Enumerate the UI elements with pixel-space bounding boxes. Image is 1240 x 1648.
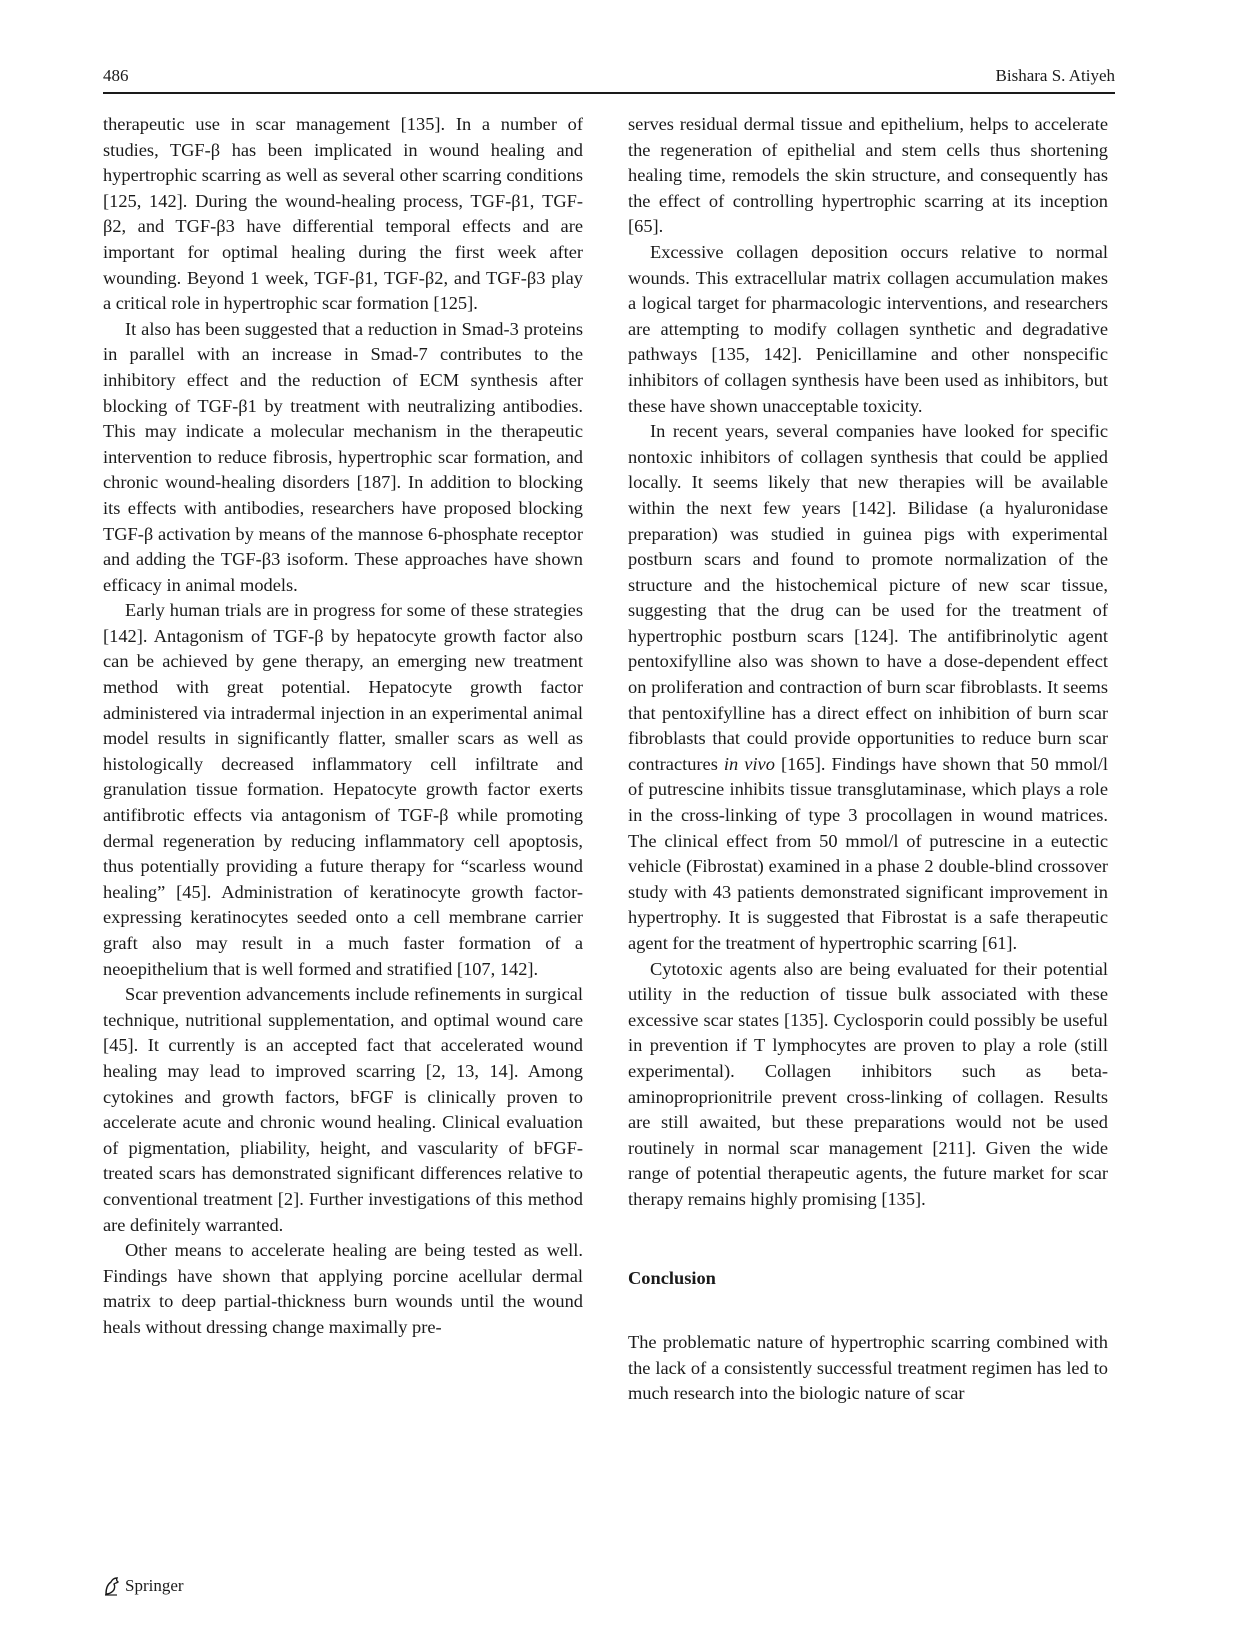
header-rule <box>103 92 1115 94</box>
text-run: [165]. Findings have shown that 50 mmol/l of putrescine inhibits tissue transglutaminase, which plays a role in the cross-linking of type 3 procollagen in wound matrices. The clinical effect from 50 mmol/l of putrescine in a eutectic vehicle (Fibrostat) examined in a phase 2 double-blind crossover study with 43 patients demonstrated significant improvement in hypertrophy. It is suggested that Fibrostat is a safe therapeutic agent for the treatment of hypertrophic scarring [61]. <box>628 753 1108 953</box>
paragraph: Excessive collagen deposition occurs relative to normal wounds. This extracellular matrix collagen accumulation makes a logical target for pharmacologic interventions, and researchers are attempting to modify collagen synthetic and degradative pathways [135, 142]. Penicillamine and other nonspecific inhibitors of collagen synthesis have been used as inhibitors, but these have shown unacceptable toxicity. <box>628 241 1108 416</box>
page-header <box>103 66 1115 92</box>
springer-horse-icon <box>103 1576 121 1596</box>
paragraph: Cytotoxic agents also are being evaluated for their potential utility in the reduction of tissue bulk associated with these excessive scar states [135]. Cyclosporin could possibly be useful in prevention if T lymphocytes are proven to play a role (still experimental). Collagen inhibitors such as beta-aminoproprionitrile prevent cross-linking of collagen. Results are still awaited, but these preparations would not be used routinely in normal scar management [211]. Given the wide range of potential therapeutic agents, the future market for scar therapy remains highly promising [135]. <box>628 958 1108 1209</box>
paragraph: Scar prevention advancements include refinements in surgical technique, nutritional supplementation, and optimal wound care [45]. It currently is an accepted fact that accelerated wound healing may lead to improved scarring [2, 13, 14]. Among cytokines and growth factors, bFGF is clinically proven to accelerate acute and chronic wound healing. Clinical evaluation of pigmentation, pliability, height, and vascularity of bFGF-treated scars has demonstrated significant differences relative to conventional treatment [2]. Further investigations of this method are definitely warranted. <box>103 984 583 1235</box>
paragraph: It also has been suggested that a reduction in Smad-3 proteins in parallel with an increase in Smad-7 contributes to the inhibitory effect and the reduction of ECM synthesis after blocking of TGF-β1 by treatment with neutralizing antibodies. This may indicate a molecular mechanism in the therapeutic intervention to reduce fibrosis, hypertrophic scar formation, and chronic wound-healing disorders [187]. In addition to blocking its effects with antibodies, researchers have proposed blocking TGF-β activation by means of the mannose 6-phosphate receptor and adding the TGF-β3 isoform. These approaches have shown efficacy in animal models. <box>103 318 583 595</box>
publisher-name: Springer <box>125 1576 184 1595</box>
page-number: 486 <box>103 66 129 85</box>
paragraph <box>628 419 1108 956</box>
section-heading: Conclusion <box>628 1267 716 1288</box>
paragraph: serves residual dermal tissue and epithelium, helps to accelerate the regeneration of epithelial and stem cells thus shortening healing time, remodels the skin structure, and consequently has the effect of controlling hypertrophic scarring at its inception [65]. <box>628 114 1108 237</box>
paragraph: Other means to accelerate healing are being tested as well. Findings have shown that applying porcine acellular dermal matrix to deep partial-thickness burn wounds until the wound heals without dressing change maximally pre- <box>103 1240 583 1337</box>
right-column <box>628 112 1108 1407</box>
running-author: Bishara S. Atiyeh <box>995 66 1115 85</box>
text-run: In recent years, several companies have looked for specific nontoxic inhibitors of collagen synthesis that could be applied locally. It seems likely that new therapies will be available within the next few years [142]. Bilidase (a hyaluronidase preparation) was studied in guinea pigs with experimental postburn scars and found to promote normalization of the structure and the histochemical picture of new scar tissue, suggesting that the drug can be used for the treatment of hypertrophic postburn scars [124]. The antifibrinolytic agent pentoxifylline also was shown to have a dose-dependent effect on proliferation and contraction of burn scar fibroblasts. It seems that pentoxifylline has a direct effect on inhibition of burn scar fibroblasts that could provide opportunities to reduce burn scar contractures <box>628 421 1108 774</box>
paragraph: Early human trials are in progress for some of these strategies [142]. Antagonism of TGF-β by hepatocyte growth factor also can be achieved by gene therapy, an emerging new treatment method with great potential. Hepatocyte growth factor administered via intradermal injection in an experimental animal model results in significantly flatter, smaller scars as well as histologically decreased inflammatory cell infiltrate and granulation tissue formation. Hepatocyte growth factor exerts antifibrotic effects via antagonism of TGF-β while promoting dermal regeneration by reducing inflammatory cell apoptosis, thus potentially providing a future therapy for “scarless wound healing” [45]. Administration of keratinocyte growth factor-expressing keratinocytes seeded onto a cell membrane carrier graft also may result in a much faster formation of a neoepithelium that is well formed and stratified [107, 142]. <box>103 600 583 979</box>
page-footer <box>103 1576 184 1596</box>
paragraph: The problematic nature of hypertrophic scarring combined with the lack of a consistently successful treatment regimen has led to much research into the biologic nature of scar <box>628 1332 1108 1404</box>
paragraph: therapeutic use in scar management [135]. In a number of studies, TGF-β has been implicated in wound healing and hypertrophic scarring as well as several other scarring conditions [125, 142]. During the wound-healing process, TGF-β1, TGF-β2, and TGF-β3 have differential temporal effects and are important for optimal healing during the first week after wounding. Beyond 1 week, TGF-β1, TGF-β2, and TGF-β3 play a critical role in hypertrophic scar formation [125]. <box>103 114 583 314</box>
italic-term: in vivo <box>723 753 775 774</box>
left-column <box>103 112 583 1341</box>
